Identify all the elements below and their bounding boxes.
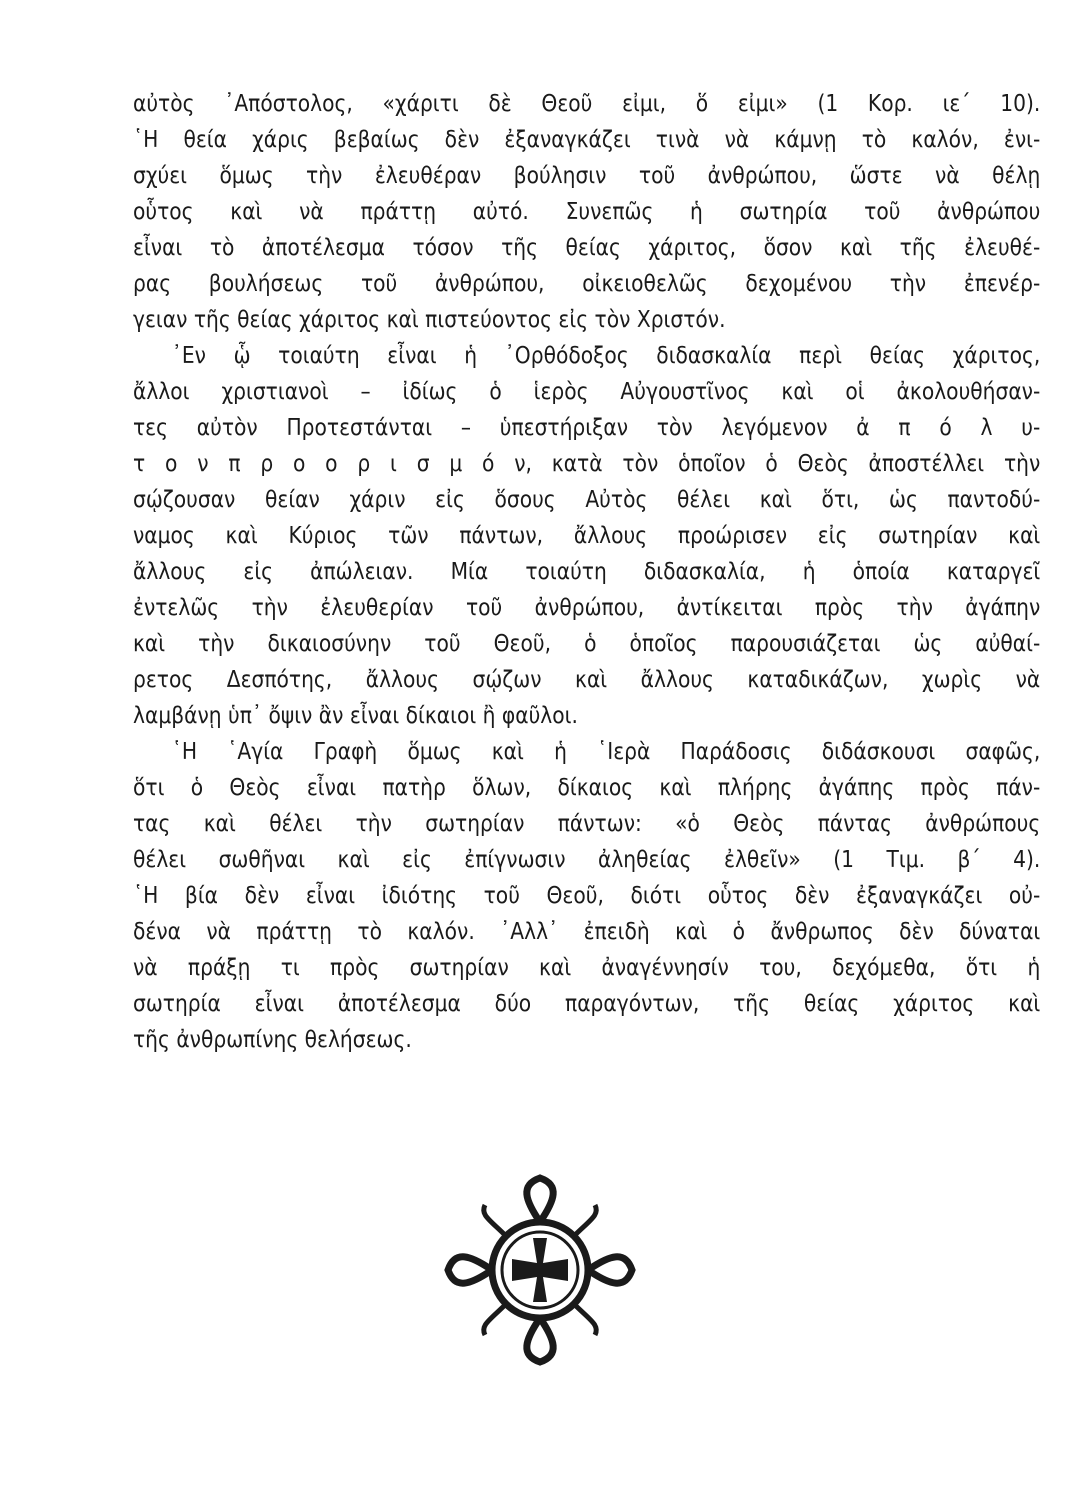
text-line: εἶναι τὸ ἀποτέλεσμα τόσον τῆς θείας χάριτος, ὅσον καὶ τῆς ἐλευθέ- [133, 235, 1041, 261]
text-line: ρας βουλήσεως τοῦ ἀνθρώπου, οἰκειοθελῶς δεχομένου τὴν ἐπενέρ- [133, 271, 1041, 297]
text-line: θέλει σωθῆναι καὶ εἰς ἐπίγνωσιν ἀληθείας ἐλθεῖν» (1 Τιμ. β΄ 4). [133, 847, 1041, 873]
text-line: γειαν τῆς θείας χάριτος καὶ πιστεύοντος εἰς τὸν Χριστόν. [133, 307, 726, 333]
text-line: ᾿Εν ᾧ τοιαύτη εἶναι ἡ ᾿Ορθόδοξος διδασκαλία περὶ θείας χάριτος, [171, 343, 1041, 369]
cross-ornament-icon [440, 1170, 640, 1370]
text-line: σῴζουσαν θείαν χάριν εἰς ὅσους Αὐτὸς θέλει καὶ ὅτι, ὡς παντοδύ- [133, 487, 1041, 513]
text-line: νὰ πράξῃ τι πρὸς σωτηρίαν καὶ ἀναγέννησίν του, δεχόμεθα, ὅτι ἡ [133, 955, 1041, 981]
document-page [133, 86, 1040, 1058]
text-line: σωτηρία εἶναι ἀποτέλεσμα δύο παραγόντων, τῆς θείας χάριτος καὶ [133, 991, 1041, 1017]
text-line: ὅτι ὁ Θεὸς εἶναι πατὴρ ὅλων, δίκαιος καὶ πλήρης ἀγάπης πρὸς πάν- [133, 775, 1041, 801]
text-line: οὗτος καὶ νὰ πράττῃ αὐτό. Συνεπῶς ἡ σωτηρία τοῦ ἀνθρώπου [133, 199, 1041, 225]
text-line: καὶ τὴν δικαιοσύνην τοῦ Θεοῦ, ὁ ὁποῖος παρουσιάζεται ὡς αὐθαί- [133, 631, 1041, 657]
text-line: ρετος Δεσπότης, ἄλλους σῴζων καὶ ἄλλους καταδικάζων, χωρὶς νὰ [133, 667, 1041, 693]
text-line: σχύει ὅμως τὴν ἐλευθέραν βούλησιν τοῦ ἀνθρώπου, ὥστε νὰ θέλῃ [133, 163, 1041, 189]
text-line: τες αὐτὸν Προτεστάνται – ὑπεστήριξαν τὸν λεγόμενον ἀ π ό λ υ- [133, 415, 1041, 441]
text-line: δένα νὰ πράττῃ τὸ καλόν. ᾿Αλλ᾿ ἐπειδὴ καὶ ὁ ἄνθρωπος δὲν δύναται [133, 919, 1041, 945]
text-line: ἄλλοι χριστιανοὶ – ἰδίως ὁ ἱερὸς Αὐγουστῖνος καὶ οἱ ἀκολουθήσαν- [133, 379, 1041, 405]
text-line: ῾Η βία δὲν εἶναι ἰδιότης τοῦ Θεοῦ, διότι οὗτος δὲν ἐξαναγκάζει οὐ- [133, 883, 1041, 909]
text-line: τῆς ἀνθρωπίνης θελήσεως. [133, 1027, 412, 1053]
text-line: τας καὶ θέλει τὴν σωτηρίαν πάντων: «ὁ Θεὸς πάντας ἀνθρώπους [133, 811, 1041, 837]
text-line: τ ο ν π ρ ο ο ρ ι σ μ ό ν, κατὰ τὸν ὁποῖον ὁ Θεὸς ἀποστέλλει τὴν [133, 451, 1041, 477]
text-line: λαμβάνῃ ὑπ᾿ ὄψιν ἂν εἶναι δίκαιοι ἢ φαῦλοι. [133, 703, 578, 729]
text-line: ἐντελῶς τὴν ἐλευθερίαν τοῦ ἀνθρώπου, ἀντίκειται πρὸς τὴν ἀγάπην [133, 595, 1041, 621]
text-line: ῾Η ῾Αγία Γραφὴ ὅμως καὶ ἡ ῾Ιερὰ Παράδοσις διδάσκουσι σαφῶς, [171, 739, 1041, 765]
text-line: ναμος καὶ Κύριος τῶν πάντων, ἄλλους προώρισεν εἰς σωτηρίαν καὶ [133, 523, 1041, 549]
text-line: ῾Η θεία χάρις βεβαίως δὲν ἐξαναγκάζει τινὰ νὰ κάμνῃ τὸ καλόν, ἐνι- [133, 127, 1041, 153]
text-line: ἄλλους εἰς ἀπώλειαν. Μία τοιαύτη διδασκαλία, ἡ ὁποία καταργεῖ [133, 559, 1041, 585]
text-line: αὐτὸς ᾿Απόστολος, «χάριτι δὲ Θεοῦ εἰμι, ὅ εἰμι» (1 Κορ. ιε΄ 10). [133, 91, 1041, 117]
